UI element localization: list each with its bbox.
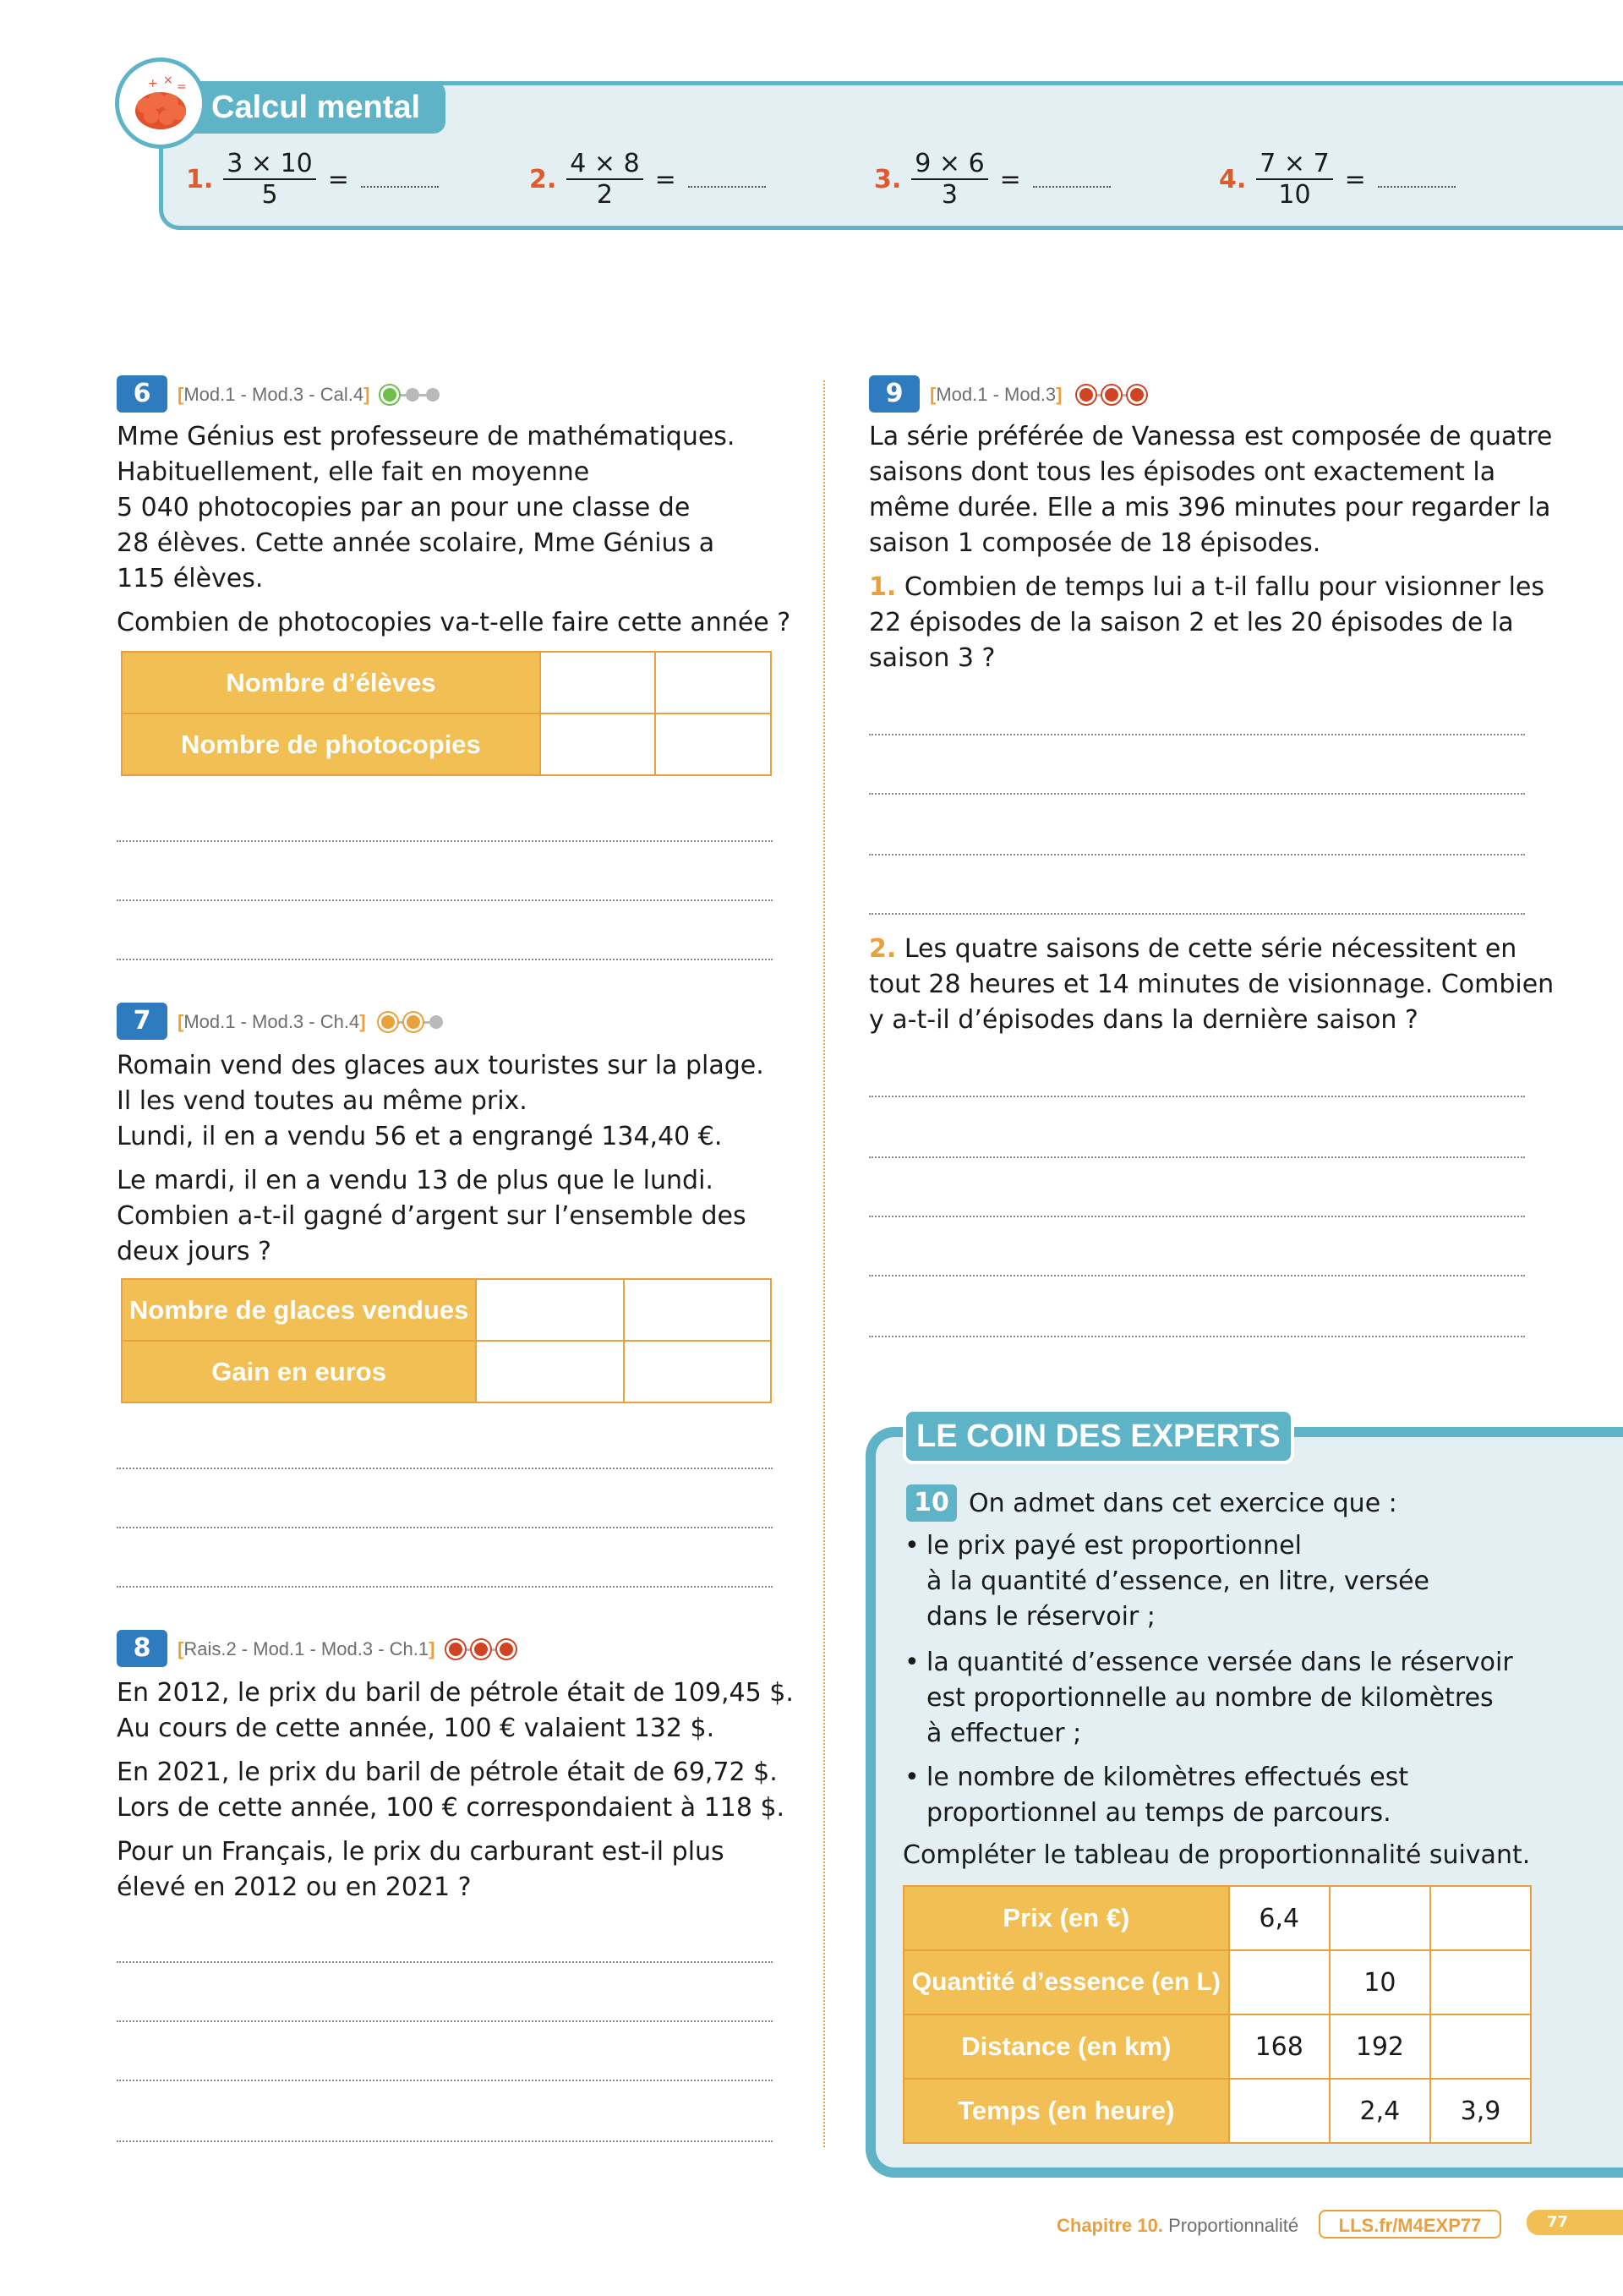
question-number: 2. bbox=[869, 934, 897, 964]
calc-item-number: 1. bbox=[186, 164, 214, 194]
exercise-9-statement bbox=[869, 419, 1613, 676]
table-header: Distance (en km) bbox=[904, 2014, 1229, 2079]
bracket: ] bbox=[363, 384, 370, 405]
table-header: Prix (en €) bbox=[904, 1886, 1229, 1950]
chapter-number: Chapitre 10. bbox=[1057, 2215, 1163, 2236]
question-line: 22 épisodes de la saison 2 et les 20 épisodes de la bbox=[869, 608, 1514, 637]
bracket: [ bbox=[930, 384, 937, 405]
fraction bbox=[1256, 150, 1332, 209]
statement-line: Il les vend toutes au même prix. bbox=[117, 1086, 527, 1116]
bullet-line: à effectuer ; bbox=[926, 1719, 1082, 1748]
difficulty-2-icon bbox=[379, 1013, 443, 1031]
proportionality-table bbox=[903, 1885, 1532, 2144]
table-header: Gain en euros bbox=[122, 1341, 476, 1402]
numerator: 4 × 8 bbox=[566, 150, 642, 181]
answer-line[interactable] bbox=[117, 1527, 773, 1528]
answer-line[interactable] bbox=[117, 840, 773, 842]
statement-line: 28 élèves. Cette année scolaire, Mme Génius a bbox=[117, 528, 715, 558]
exercise-6-badge: 6 bbox=[117, 375, 167, 413]
answer-line[interactable] bbox=[361, 186, 439, 188]
statement-line: Pour un Français, le prix du carburant est-il plus bbox=[117, 1837, 724, 1867]
fraction bbox=[566, 150, 642, 209]
bullet-line: est proportionnelle au nombre de kilomètres bbox=[926, 1683, 1494, 1713]
answer-line[interactable] bbox=[688, 186, 766, 188]
answer-line[interactable] bbox=[869, 734, 1525, 735]
bullet: • bbox=[904, 1531, 920, 1561]
bullet-line: le prix payé est proportionnel bbox=[926, 1531, 1302, 1561]
statement-line: Mme Génius est professeure de mathématiques. bbox=[117, 422, 735, 451]
calc-item-number: 3. bbox=[874, 164, 902, 194]
bullet-line: dans le réservoir ; bbox=[926, 1602, 1156, 1632]
denominator: 10 bbox=[1278, 180, 1311, 210]
exercise-8-badge: 8 bbox=[117, 1630, 167, 1667]
table-cell[interactable]: 6,4 bbox=[1229, 1886, 1330, 1950]
numerator: 7 × 7 bbox=[1256, 150, 1332, 181]
difficulty-3-icon bbox=[446, 1640, 516, 1659]
exercise-8-statement bbox=[117, 1676, 810, 1905]
question-1 bbox=[869, 570, 1613, 605]
table-cell[interactable]: 10 bbox=[1330, 1950, 1430, 2014]
difficulty-1-icon bbox=[380, 385, 440, 404]
bracket: [ bbox=[178, 384, 184, 405]
svg-text:+: + bbox=[148, 77, 158, 90]
table-cell[interactable] bbox=[476, 1279, 623, 1341]
statement-line: 5 040 photocopies par an pour une classe de bbox=[117, 493, 691, 522]
bracket: ] bbox=[359, 1011, 366, 1032]
answer-line[interactable] bbox=[117, 2140, 773, 2142]
exercise-10-badge: 10 bbox=[906, 1484, 957, 1522]
statement-line: Au cours de cette année, 100 € valaient 132 $. bbox=[117, 1714, 715, 1743]
statement-line: deux jours ? bbox=[117, 1237, 271, 1266]
denominator: 3 bbox=[941, 180, 959, 210]
question-line: Combien de temps lui a t-il fallu pour visionner les bbox=[904, 572, 1544, 602]
bullet: • bbox=[904, 1648, 920, 1677]
statement-line: La série préférée de Vanessa est composée de quatre bbox=[869, 422, 1553, 451]
statement-line: Combien a-t-il gagné d’argent sur l’ensemble des bbox=[117, 1201, 746, 1231]
footer-chapter bbox=[1057, 2215, 1298, 2237]
equals-sign: = bbox=[999, 164, 1021, 194]
question-line: Les quatre saisons de cette série nécessitent en bbox=[904, 934, 1517, 964]
exercise-7-statement bbox=[117, 1048, 810, 1270]
answer-line[interactable] bbox=[869, 1216, 1525, 1217]
answer-line[interactable] bbox=[869, 1096, 1525, 1097]
equals-sign: = bbox=[327, 164, 349, 194]
calc-item-4 bbox=[1219, 145, 1456, 213]
experts-bullet-1 bbox=[904, 1528, 1594, 1635]
experts-bullet-3 bbox=[904, 1760, 1594, 1831]
denominator: 2 bbox=[596, 180, 614, 210]
calc-item-number: 2. bbox=[529, 164, 557, 194]
calcul-mental-title: Calcul mental bbox=[186, 81, 445, 134]
bracket: [ bbox=[178, 1638, 184, 1659]
question: Combien de photocopies va-t-elle faire cette année ? bbox=[117, 608, 791, 637]
statement-line: même durée. Elle a mis 396 minutes pour regarder la bbox=[869, 493, 1551, 522]
table-header: Temps (en heure) bbox=[904, 2079, 1229, 2143]
statement-line: Romain vend des glaces aux touristes sur la plage. bbox=[117, 1051, 764, 1080]
chapter-name: Proportionnalité bbox=[1168, 2215, 1299, 2236]
statement-line: Lors de cette année, 100 € correspondaient à 118 $. bbox=[117, 1793, 785, 1823]
table-cell[interactable] bbox=[1229, 2079, 1330, 2143]
difficulty-3-icon bbox=[1077, 385, 1146, 404]
answer-line[interactable] bbox=[117, 1468, 773, 1469]
question-line: saison 3 ? bbox=[869, 643, 996, 673]
bullet-line: le nombre de kilomètres effectués est bbox=[926, 1763, 1409, 1792]
question-number: 1. bbox=[869, 572, 897, 602]
denominator: 5 bbox=[261, 180, 278, 210]
exercise-7-table bbox=[121, 1278, 772, 1403]
statement-line: En 2021, le prix du baril de pétrole était de 69,72 $. bbox=[117, 1758, 778, 1787]
answer-line[interactable] bbox=[117, 899, 773, 901]
table-cell[interactable]: 3,9 bbox=[1430, 2079, 1531, 2143]
answer-line[interactable] bbox=[869, 1336, 1525, 1337]
page-number: 77 bbox=[1527, 2210, 1623, 2235]
bracket: [ bbox=[178, 1011, 184, 1032]
fraction bbox=[911, 150, 987, 209]
exercise-6-tag bbox=[178, 384, 369, 406]
svg-text:×: × bbox=[163, 74, 173, 87]
exercise-7-badge: 7 bbox=[117, 1003, 167, 1040]
answer-line[interactable] bbox=[1378, 186, 1456, 188]
exercise-9-badge: 9 bbox=[869, 375, 920, 413]
answer-line[interactable] bbox=[869, 793, 1525, 795]
skills-tag: Mod.1 - Mod.3 bbox=[936, 384, 1057, 405]
statement-line: Lundi, il en a vendu 56 et a engrangé 134,40 €. bbox=[117, 1122, 723, 1151]
exercise-9-tag bbox=[930, 384, 1063, 406]
table-cell[interactable] bbox=[1430, 1950, 1531, 2014]
table-cell[interactable] bbox=[1430, 2014, 1531, 2079]
exercise-8-tag bbox=[178, 1638, 434, 1660]
table-cell[interactable] bbox=[655, 713, 771, 775]
table-cell[interactable] bbox=[624, 1341, 771, 1402]
experts-bullet-2 bbox=[904, 1645, 1594, 1752]
svg-text:=: = bbox=[177, 80, 187, 94]
column-separator bbox=[823, 380, 825, 2147]
answer-line[interactable] bbox=[869, 854, 1525, 856]
equals-sign: = bbox=[1344, 164, 1366, 194]
table-header: Nombre de glaces vendues bbox=[122, 1279, 476, 1341]
calc-item-number: 4. bbox=[1219, 164, 1247, 194]
answer-line[interactable] bbox=[117, 1586, 773, 1588]
equals-sign: = bbox=[654, 164, 676, 194]
exercise-6-statement bbox=[117, 419, 793, 641]
statement-line: élevé en 2012 ou en 2021 ? bbox=[117, 1872, 472, 1902]
statement-line: saisons dont tous les épisodes ont exactement la bbox=[869, 457, 1496, 487]
answer-line[interactable] bbox=[869, 1156, 1525, 1158]
answer-line[interactable] bbox=[117, 2020, 773, 2022]
bullet-line: à la quantité d’essence, en litre, versée bbox=[926, 1566, 1430, 1596]
brain-icon bbox=[115, 57, 206, 149]
exercise-7-tag bbox=[178, 1011, 366, 1033]
bullet: • bbox=[904, 1763, 920, 1792]
experts-title: LE COIN DES EXPERTS bbox=[903, 1408, 1294, 1464]
calc-item-1 bbox=[186, 145, 439, 213]
statement-line: Le mardi, il en a vendu 13 de plus que le lundi. bbox=[117, 1166, 713, 1195]
table-header: Nombre de photocopies bbox=[122, 713, 540, 775]
table-cell[interactable]: 168 bbox=[1229, 2014, 1330, 2079]
experts-instruction: Compléter le tableau de proportionnalité suivant. bbox=[903, 1840, 1531, 1870]
statement-line: saison 1 composée de 18 épisodes. bbox=[869, 528, 1321, 558]
statement-line: Habituellement, elle fait en moyenne bbox=[117, 457, 590, 487]
skills-tag: Mod.1 - Mod.3 - Cal.4 bbox=[183, 384, 364, 405]
footer-link[interactable]: LLS.fr/M4EXP77 bbox=[1319, 2210, 1501, 2239]
bullet-line: la quantité d’essence versée dans le réservoir bbox=[926, 1648, 1513, 1677]
answer-line[interactable] bbox=[117, 959, 773, 960]
table-header: Nombre d’élèves bbox=[122, 652, 540, 713]
calc-item-2 bbox=[529, 145, 766, 213]
statement-line: En 2012, le prix du baril de pétrole était de 109,45 $. bbox=[117, 1678, 794, 1708]
table-header: Quantité d’essence (en L) bbox=[904, 1950, 1229, 2014]
table-cell[interactable]: 2,4 bbox=[1330, 2079, 1430, 2143]
statement-line: 115 élèves. bbox=[117, 564, 264, 593]
experts-intro: On admet dans cet exercice que : bbox=[969, 1489, 1397, 1518]
table-cell[interactable] bbox=[624, 1279, 771, 1341]
numerator: 3 × 10 bbox=[223, 150, 315, 181]
answer-line[interactable] bbox=[869, 913, 1525, 915]
table-cell[interactable] bbox=[540, 652, 656, 713]
table-cell[interactable]: 192 bbox=[1330, 2014, 1430, 2079]
numerator: 9 × 6 bbox=[911, 150, 987, 181]
bullet-line: proportionnel au temps de parcours. bbox=[926, 1798, 1391, 1828]
exercise-6-table bbox=[121, 651, 772, 776]
calc-item-3 bbox=[874, 145, 1111, 213]
answer-line[interactable] bbox=[117, 2080, 773, 2081]
fraction bbox=[223, 150, 315, 209]
answer-line[interactable] bbox=[117, 1961, 773, 1963]
skills-tag: Rais.2 - Mod.1 - Mod.3 - Ch.1 bbox=[183, 1638, 429, 1659]
table-cell[interactable] bbox=[655, 652, 771, 713]
skills-tag: Mod.1 - Mod.3 - Ch.4 bbox=[183, 1011, 360, 1032]
table-cell[interactable] bbox=[540, 713, 656, 775]
question-line: tout 28 heures et 14 minutes de visionnage. Combien bbox=[869, 970, 1555, 999]
table-cell[interactable] bbox=[1430, 1886, 1531, 1950]
table-cell[interactable] bbox=[1229, 1950, 1330, 2014]
table-cell[interactable] bbox=[476, 1341, 623, 1402]
question-line: y a-t-il d’épisodes dans la dernière saison ? bbox=[869, 1005, 1418, 1035]
table-cell[interactable] bbox=[1330, 1886, 1430, 1950]
question-2 bbox=[869, 932, 1613, 1038]
bracket: ] bbox=[1056, 384, 1063, 405]
answer-line[interactable] bbox=[1033, 186, 1111, 188]
bracket: ] bbox=[429, 1638, 435, 1659]
answer-line[interactable] bbox=[869, 1275, 1525, 1276]
